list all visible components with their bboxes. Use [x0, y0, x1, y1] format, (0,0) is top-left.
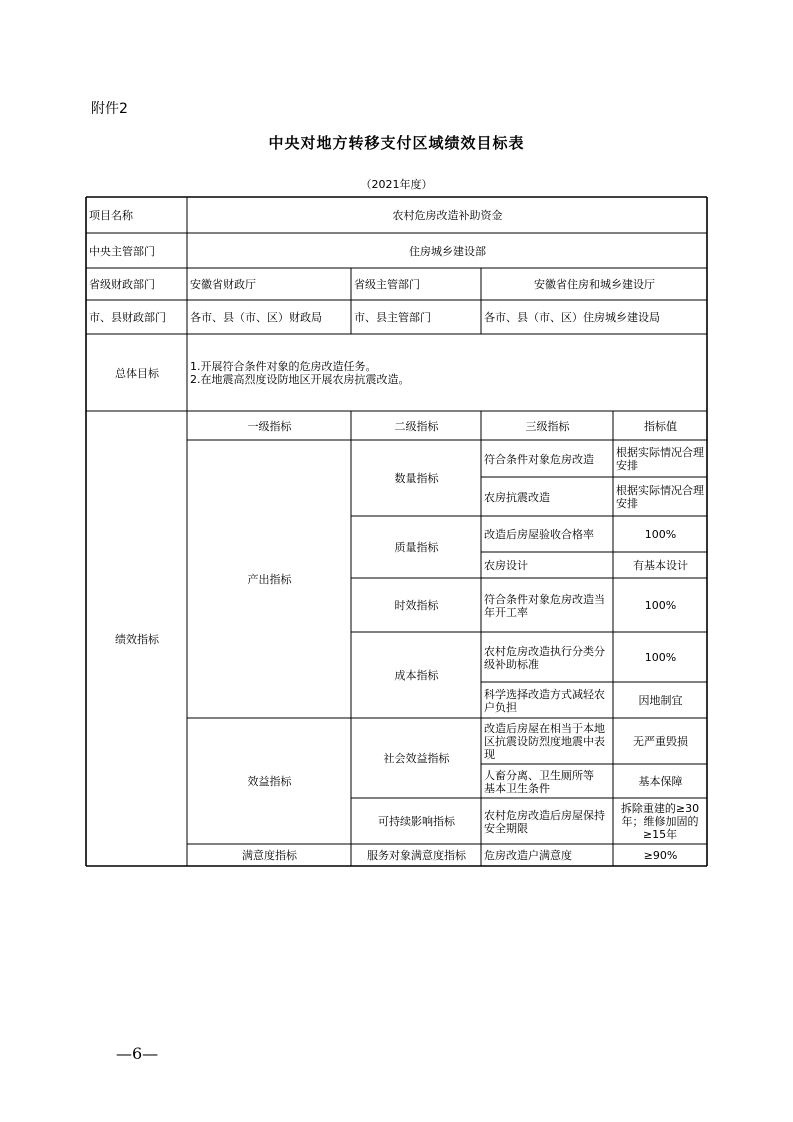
goal-line-2: 2.在地震高烈度设防地区开展农房抗震改造。: [190, 373, 410, 386]
central-dept-value: 住房城乡建设部: [409, 244, 486, 258]
timeliness-indicator: 时效指标: [394, 599, 439, 612]
prov-dept-label: 省级主管部门: [354, 278, 420, 291]
sat-name: 危房改造户满意度: [484, 849, 572, 862]
city-dept-value: 各市、县（市、区）住房城乡建设局: [484, 311, 660, 324]
goal-text: [188, 335, 707, 411]
c1-name: 农村危房改造执行分类分级补助标准: [484, 644, 605, 671]
s1-name: 改造后房屋在相当于本地区抗震设防烈度地震中表现: [484, 722, 605, 761]
city-finance-value: 各市、县（市、区）财政局: [190, 311, 322, 324]
header-level3: 三级指标: [525, 419, 570, 433]
quantity-indicator: 数量指标: [394, 472, 439, 485]
ql1-value: 100%: [644, 528, 677, 541]
project-name-value: 农村危房改造补助资金: [392, 209, 503, 222]
prov-finance-label: 省级财政部门: [89, 278, 155, 291]
c2-name: 科学选择改造方式减轻农户负担: [484, 687, 605, 714]
city-finance-label: 市、县财政部门: [89, 311, 166, 324]
attachment-label: 附件2: [91, 101, 128, 117]
s2-value: 基本保障: [638, 775, 683, 788]
ql1-name: 改造后房屋验收合格率: [484, 528, 594, 541]
q1-value: 根据实际情况合理安排: [616, 446, 704, 472]
prov-dept-value: 安徽省住房和城乡建设厅: [534, 278, 655, 291]
ql2-value: 有基本设计: [633, 559, 688, 572]
perf-label: 绩效指标: [115, 632, 159, 646]
s2-name: 人畜分离、卫生厕所等基本卫生条件: [484, 768, 594, 795]
quality-indicator: 质量指标: [394, 541, 439, 554]
satisfaction-indicator: 满意度指标: [242, 849, 297, 862]
year-label: （2021年度）: [360, 178, 433, 191]
header-level2: 二级指标: [394, 419, 439, 433]
page-number: —6—: [116, 1044, 159, 1063]
sat-value: ≥90%: [643, 849, 678, 862]
output-indicator: 产出指标: [247, 573, 292, 586]
su1-name: 农村危房改造后房屋保持安全期限: [484, 808, 605, 835]
project-name-label: 项目名称: [89, 209, 133, 222]
benefit-indicator: 效益指标: [247, 775, 292, 788]
su1-value: 拆除重建的≥30年；维修加固的≥15年: [620, 802, 700, 841]
q1-name: 符合条件对象危房改造: [484, 452, 594, 466]
sustainability-indicator: 可持续影响指标: [378, 815, 455, 828]
header-value: 指标值: [644, 419, 677, 433]
s1-value: 无严重毁损: [633, 735, 688, 748]
social-benefit-indicator: 社会效益指标: [383, 752, 450, 765]
q2-value: 根据实际情况合理安排: [616, 484, 704, 510]
c2-value: 因地制宜: [638, 694, 683, 707]
t1-value: 100%: [644, 599, 677, 612]
page-title: 中央对地方转移支付区域绩效目标表: [268, 134, 525, 152]
city-dept-label: 市、县主管部门: [354, 311, 431, 324]
q2-name: 农房抗震改造: [484, 490, 550, 504]
service-satisfaction-indicator: 服务对象满意度指标: [367, 849, 466, 862]
central-dept-label: 中央主管部门: [89, 244, 155, 258]
goal-label: 总体目标: [115, 366, 159, 380]
ql2-name: 农房设计: [484, 559, 528, 572]
c1-value: 100%: [644, 651, 677, 664]
t1-name: 符合条件对象危房改造当年开工率: [484, 592, 605, 619]
cost-indicator: 成本指标: [394, 669, 439, 682]
goal-line-1: 1.开展符合条件对象的危房改造任务。: [190, 360, 377, 373]
prov-finance-value: 安徽省财政厅: [190, 278, 256, 291]
header-level1: 一级指标: [247, 419, 292, 433]
